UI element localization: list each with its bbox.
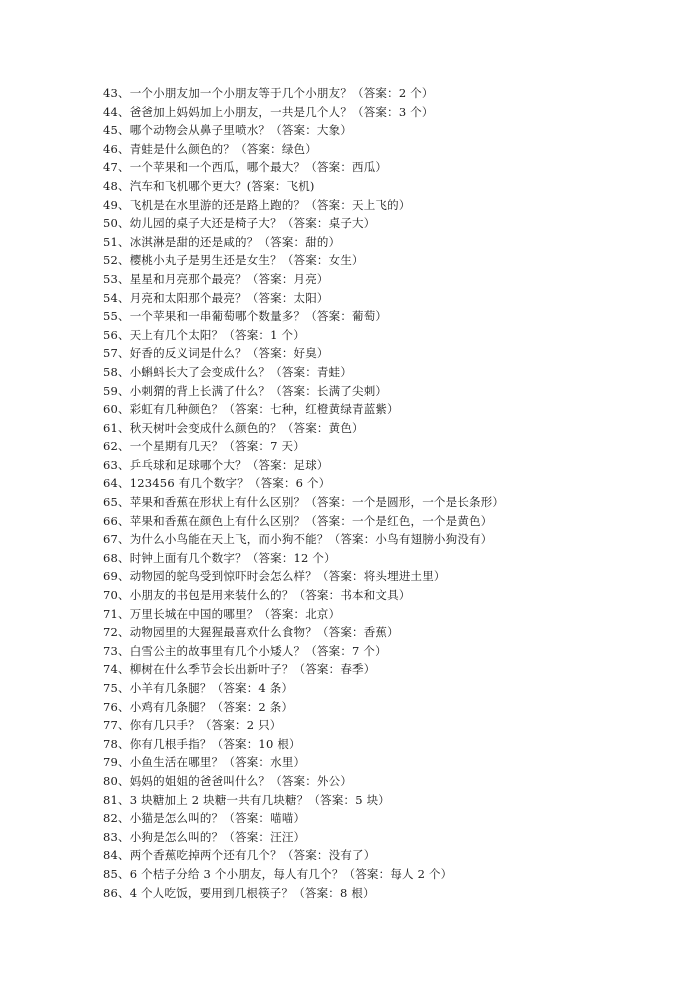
list-item: 56、天上有几个太阳？（答案：1 个） <box>103 327 305 342</box>
list-item: 79、小鱼生活在哪里？（答案：水里） <box>103 755 306 770</box>
list-item: 49、飞机是在水里游的还是路上跑的？（答案：天上飞的） <box>103 197 411 212</box>
list-item: 81、3 块糖加上 2 块糖一共有几块糖？（答案：5 块） <box>103 792 391 807</box>
list-item: 59、小刺猬的背上长满了什么？（答案：长满了尖刺） <box>103 383 388 398</box>
list-item: 72、动物园里的大猩猩最喜欢什么食物？（答案：香蕉） <box>103 625 399 640</box>
list-item: 75、小羊有几条腿？（答案：4 条） <box>103 681 294 695</box>
list-item: 77、你有几只手？（答案：2 只） <box>103 718 282 733</box>
list-item: 45、哪个动物会从鼻子里喷水？（答案：大象） <box>103 123 353 138</box>
list-item: 78、你有几根手指？（答案：10 根） <box>103 736 301 751</box>
list-item: 47、一个苹果和一个西瓜，哪个最大？（答案：西瓜） <box>103 160 388 175</box>
list-item: 70、小朋友的书包是用来装什么的？（答案：书本和文具） <box>103 588 411 603</box>
list-item: 86、4 个人吃饭，要用到几根筷子？（答案：8 根） <box>103 885 375 900</box>
list-item: 46、青蛙是什么颜色的？（答案：绿色） <box>103 141 317 156</box>
list-item: 66、苹果和香蕉在颜色上有什么区别？（答案：一个是红色，一个是黄色） <box>103 513 493 528</box>
list-item: 65、苹果和香蕉在形状上有什么区别？（答案：一个是圆形，一个是长条形） <box>103 495 505 510</box>
list-item: 83、小狗是怎么叫的？（答案：汪汪） <box>103 829 306 844</box>
list-item: 57、好香的反义词是什么？（答案：好臭） <box>103 346 329 361</box>
list-item: 58、小蝌蚪长大了会变成什么？（答案：青蛙） <box>103 364 353 379</box>
list-item: 62、一个星期有几天？（答案：7 天） <box>103 439 305 454</box>
list-item: 44、爸爸加上妈妈加上小朋友，一共是几个人？（答案：3 个） <box>103 104 434 119</box>
list-item: 61、秋天树叶会变成什么颜色的？（答案：黄色） <box>103 420 364 435</box>
list-item: 60、彩虹有几种颜色？（答案：七种，红橙黄绿青蓝紫） <box>103 402 399 417</box>
list-item: 76、小鸡有几条腿？（答案：2 条） <box>103 699 294 714</box>
list-item: 84、两个香蕉吃掉两个还有几个？（答案：没有了） <box>103 848 376 863</box>
list-item: 85、6 个桔子分给 3 个小朋友，每人有几个？（答案：每人 2 个） <box>103 866 453 881</box>
list-item: 63、乒乓球和足球哪个大？（答案：足球） <box>103 457 329 472</box>
list-item: 54、月亮和太阳那个最亮？（答案：太阳） <box>103 290 329 305</box>
list-item: 52、樱桃小丸子是男生还是女生？（答案：女生） <box>103 253 364 268</box>
list-item: 69、动物园的鸵鸟受到惊吓时会怎么样？（答案：将头埋进土里） <box>103 569 446 584</box>
list-item: 50、幼儿园的桌子大还是椅子大？（答案：桌子大） <box>103 216 376 231</box>
list-item: 55、一个苹果和一串葡萄哪个数量多？（答案：葡萄） <box>103 309 388 324</box>
list-item: 82、小猫是怎么叫的？（答案：喵喵） <box>103 811 306 826</box>
list-item: 73、白雪公主的故事里有几个小矮人？（答案：7 个） <box>103 643 387 658</box>
list-item: 48、汽车和飞机哪个更大？(答案：飞机) <box>103 178 315 193</box>
list-item: 43、一个小朋友加一个小朋友等于几个小朋友？（答案：2 个） <box>103 86 434 100</box>
list-item: 68、时钟上面有几个数字？（答案：12 个） <box>103 550 336 565</box>
list-item: 67、为什么小鸟能在天上飞，而小狗不能？（答案：小鸟有翅膀小狗没有） <box>103 532 493 547</box>
list-item: 74、柳树在什么季节会长出新叶子？（答案：春季） <box>103 662 376 677</box>
question-answer-list <box>103 84 663 902</box>
list-item: 64、123456 有几个数字？（答案：6 个） <box>103 476 331 491</box>
list-item: 51、冰淇淋是甜的还是咸的？（答案：甜的） <box>103 234 341 249</box>
list-item: 53、星星和月亮那个最亮？（答案：月亮） <box>103 271 329 286</box>
list-item: 80、妈妈的姐姐的爸爸叫什么？（答案：外公） <box>103 773 353 788</box>
list-item: 71、万里长城在中国的哪里？（答案：北京） <box>103 606 341 621</box>
